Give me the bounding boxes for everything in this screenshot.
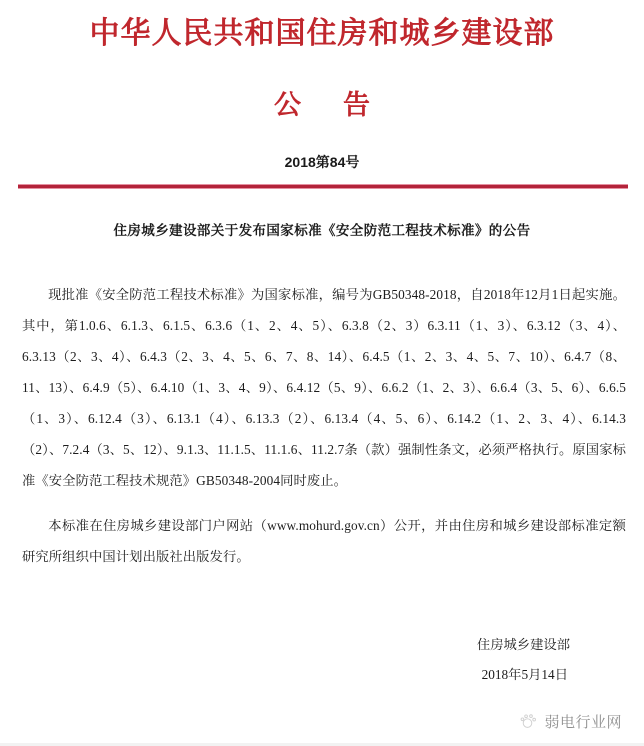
document-body <box>0 279 644 572</box>
document-subtitle: 住房城乡建设部关于发布国家标准《安全防范工程技术标准》的公告 <box>113 222 531 238</box>
paw-circle-icon <box>518 712 537 731</box>
document-number: 2018第84号 <box>284 153 360 170</box>
body-paragraph-1 <box>22 279 626 496</box>
site-watermark <box>518 711 622 732</box>
header-divider-rule <box>18 184 628 189</box>
signature-organization: 住房城乡建设部 <box>476 636 570 652</box>
issuing-organization-title: 中华人民共和国住房和城乡建设部 <box>89 17 555 50</box>
paragraph-2-text: 本标准在住房城乡建设部门户网站（www.mohurd.gov.cn）公开，并由住房和城乡建设部标准定额研究所组织中国计划出版社出版发行。 <box>22 517 626 564</box>
body-paragraph-2 <box>22 510 626 572</box>
document-type-heading: 公告 <box>274 89 412 120</box>
watermark-text: 弱电行业网 <box>544 715 622 731</box>
paragraph-1-text: 现批准《安全防范工程技术标准》为国家标准，编号为GB50348-2018，自2018年12月1日起实施。其中，第1.0.6、6.1.3、6.1.5、6.3.6（1、2、4、5）、6.3.8（2、3）6.3.11（1、3）、6.3.12（3、4）、6.3.13（2、3、4）、6.4.3（2、3、4、5、6、7、8、14）、6.4.5（1、2、3、4、5、7、10）、6.4.7（8、11、13）、6.4.9（5）、6.4.10（1、3、4、9）、6.4.12（5、9）、6.6.2（1、2、3）、6.6.4（3、5、6）、6.6.5（1、3）、6.12.4（3）、6.13.1（4）、6.13.3（2）、6.13.4（4、5、6）、6.14.2（1、2、3、4）、6.14.3（2）、7.2.4（3、5、12）、9.1.3、11.1.5、11.1.6、11.2.7条（款）强制性条文，必须严格执行。原国家标准《安全防范工程技术规范》GB50348-2004同时废止。 <box>22 286 626 488</box>
signature-date: 2018年5月14日 <box>481 666 568 682</box>
signature-block <box>0 630 644 690</box>
document-header <box>0 0 644 189</box>
